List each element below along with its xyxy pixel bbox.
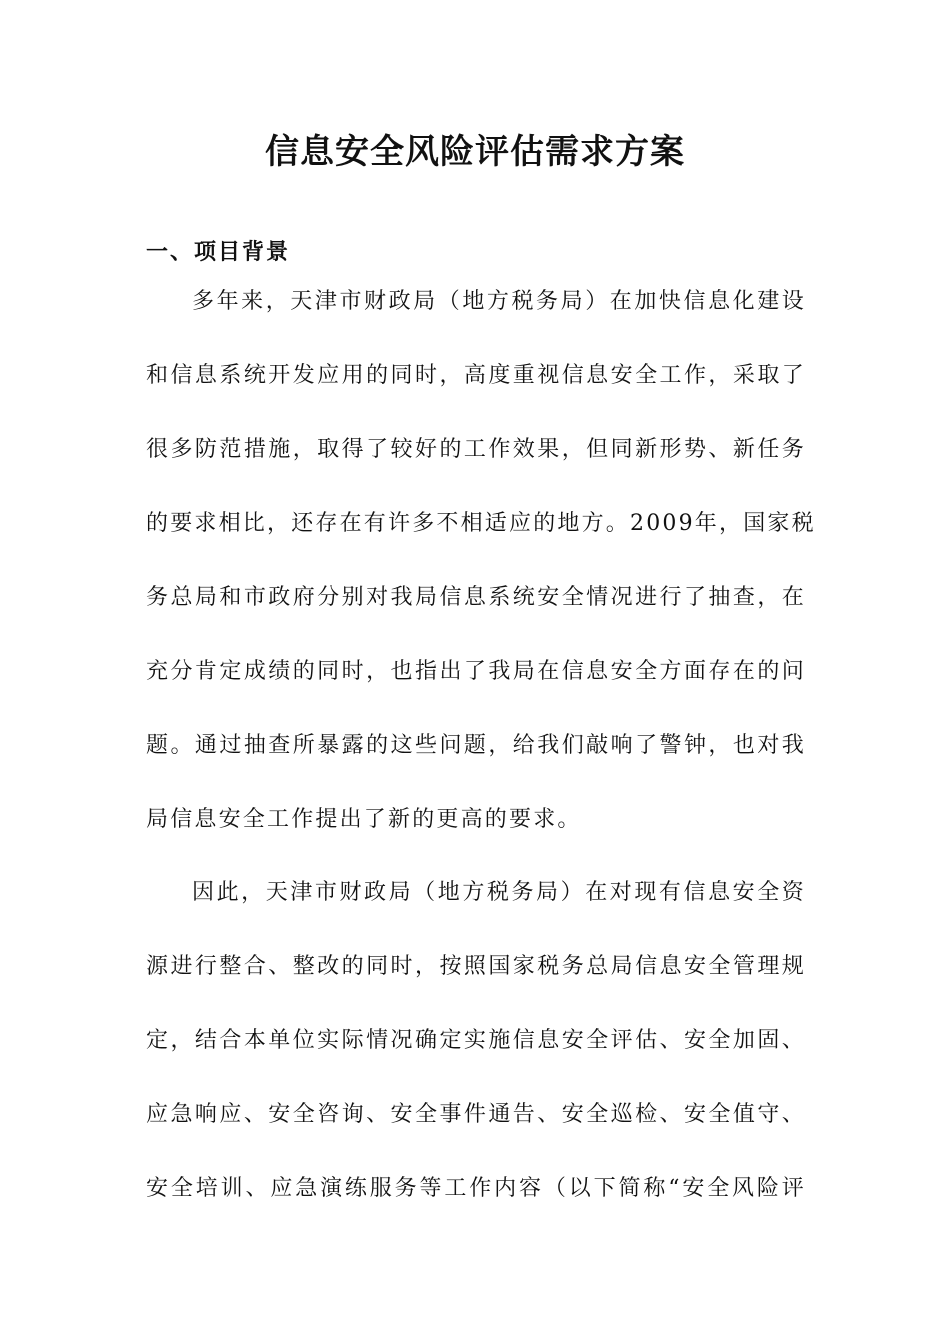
paragraph-line: 题。通过抽查所暴露的这些问题，给我们敲响了警钟，也对我 bbox=[146, 733, 806, 758]
paragraph-line: 因此，天津市财政局（地方税务局）在对现有信息安全资 bbox=[192, 880, 806, 905]
paragraph-line: 源进行整合、整改的同时，按照国家税务总局信息安全管理规 bbox=[146, 954, 806, 979]
paragraph-line: 很多防范措施，取得了较好的工作效果，但同新形势、新任务 bbox=[146, 437, 806, 462]
paragraph-project-background bbox=[146, 286, 816, 878]
paragraph-line: 定，结合本单位实际情况确定实施信息安全评估、安全加固、 bbox=[146, 1028, 806, 1053]
document-title: 信息安全风险评估需求方案 bbox=[265, 132, 685, 172]
paragraph-line: 和信息系统开发应用的同时，高度重视信息安全工作，采取了 bbox=[146, 363, 806, 388]
section-heading: 一、项目背景 bbox=[146, 239, 291, 265]
paragraph-line: 务总局和市政府分别对我局信息系统安全情况进行了抽查，在 bbox=[146, 585, 806, 610]
paragraph-line: 应急响应、安全咨询、安全事件通告、安全巡检、安全值守、 bbox=[146, 1102, 806, 1127]
paragraph-line: 局信息安全工作提出了新的更高的要求。 bbox=[146, 807, 582, 832]
paragraph-line: 的要求相比，还存在有许多不相适应的地方。2009年，国家税 bbox=[146, 511, 816, 536]
paragraph-line: 安全培训、应急演练服务等工作内容（以下简称“安全风险评 bbox=[146, 1176, 806, 1201]
paragraph-line: 充分肯定成绩的同时，也指出了我局在信息安全方面存在的问 bbox=[146, 659, 806, 684]
paragraph-work-scope bbox=[146, 877, 806, 1247]
paragraph-line: 多年来，天津市财政局（地方税务局）在加快信息化建设 bbox=[192, 289, 806, 314]
